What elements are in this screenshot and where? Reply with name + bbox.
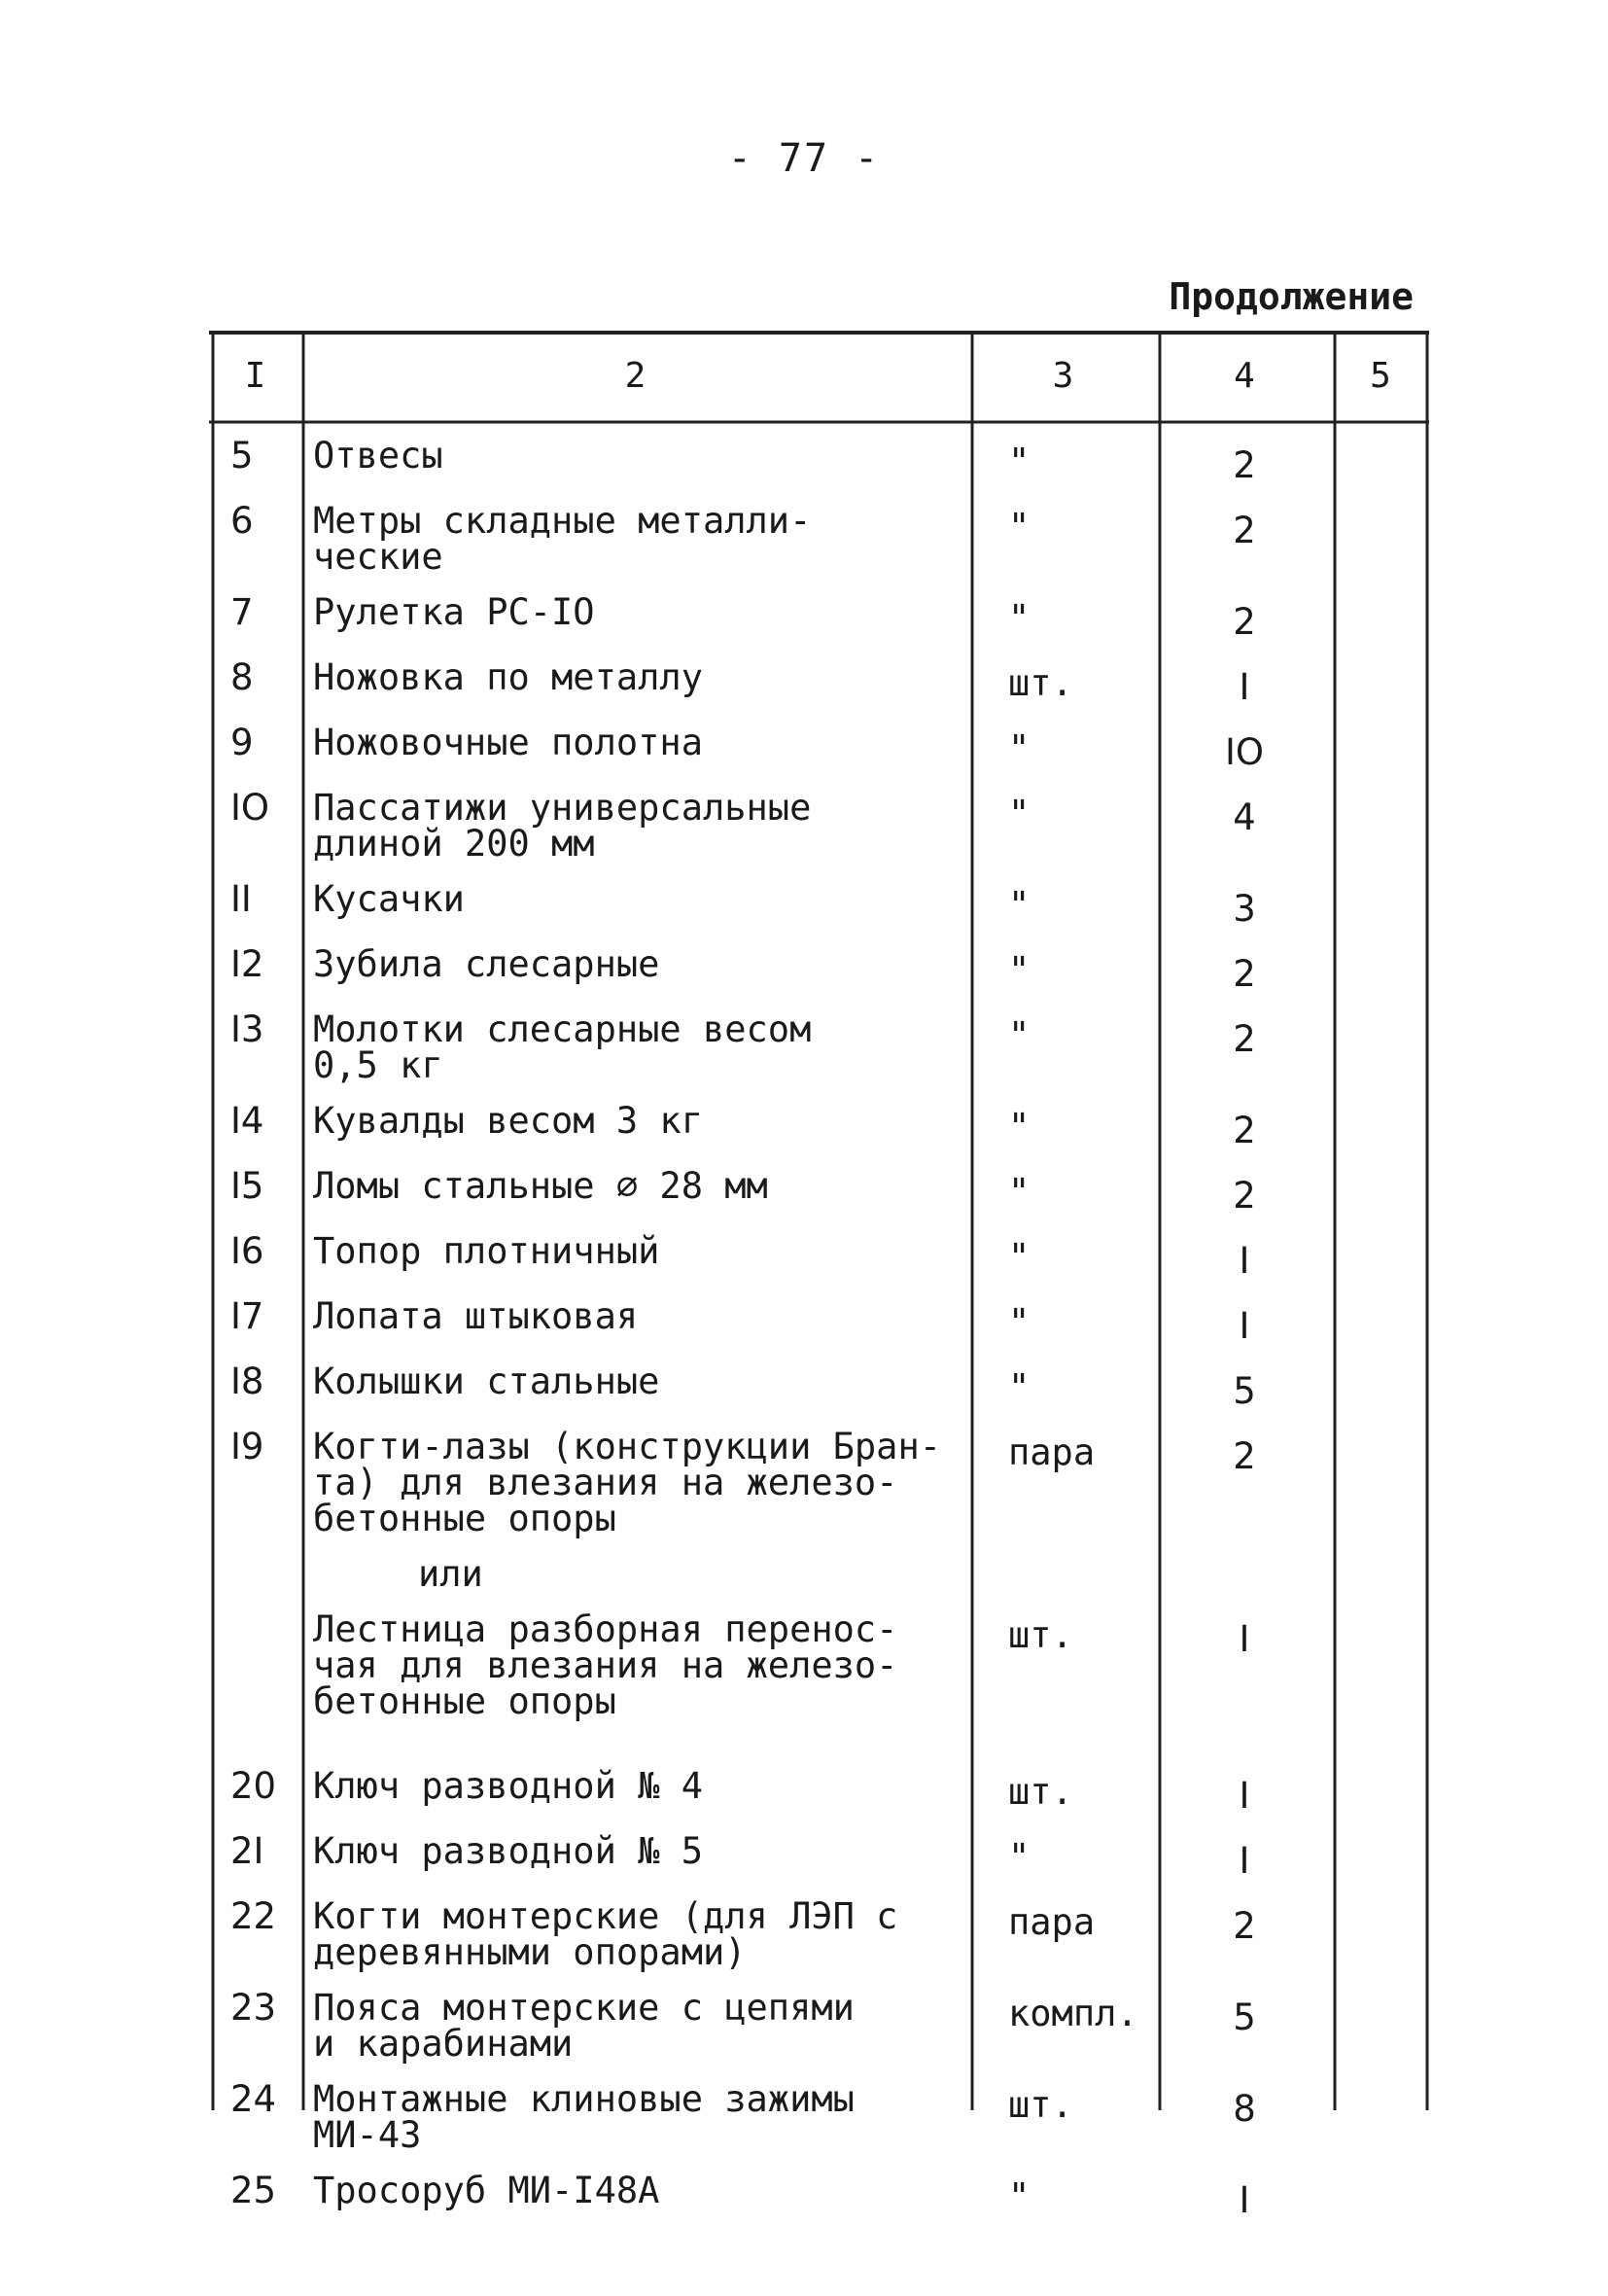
table-row xyxy=(209,1298,1429,1363)
item-note xyxy=(1332,1833,1429,1898)
item-quantity-text: 2 xyxy=(1233,1175,1256,1217)
item-number xyxy=(209,1611,301,1739)
empty-cell xyxy=(1157,1739,1332,1768)
item-name: Ножовочные полотна xyxy=(313,722,703,763)
empty-cell xyxy=(209,1739,301,1768)
item-quantity xyxy=(1157,1298,1332,1363)
item-quantity-text: 2 xyxy=(1233,953,1256,995)
item-note xyxy=(1332,659,1429,724)
item-note xyxy=(1332,1168,1429,1233)
table-row xyxy=(209,1898,1429,1990)
item-unit-text: " xyxy=(1008,1171,1031,1213)
item-quantity xyxy=(1157,1103,1332,1168)
table-body xyxy=(209,420,1429,2238)
table-row xyxy=(209,1611,1429,1739)
item-quantity xyxy=(1157,1898,1332,1990)
item-unit xyxy=(969,946,1157,1011)
item-number: 23 xyxy=(230,1987,277,2029)
header-col-2: 2 xyxy=(624,355,647,396)
item-quantity xyxy=(1157,724,1332,790)
item-unit xyxy=(969,659,1157,724)
item-note xyxy=(1332,1429,1429,1556)
item-name: Тросоруб МИ-I48А xyxy=(313,2170,660,2211)
item-unit-text: шт. xyxy=(1008,662,1073,704)
item-name: Отвесы xyxy=(313,435,443,477)
item-unit-text: " xyxy=(1008,441,1031,482)
item-note xyxy=(1332,724,1429,790)
table-row xyxy=(209,946,1429,1011)
item-unit-text: " xyxy=(1008,793,1031,834)
item-quantity-text: IO xyxy=(1224,731,1265,773)
item-note xyxy=(1332,1011,1429,1103)
item-note xyxy=(1332,1103,1429,1168)
item-note xyxy=(1332,2081,1429,2172)
item-name: Метры складные металли- ческие xyxy=(313,500,812,578)
header-col-4: 4 xyxy=(1234,355,1255,396)
item-name: Ключ разводной № 5 xyxy=(313,1830,703,1872)
item-unit-text: шт. xyxy=(1008,2084,1073,2126)
item-unit xyxy=(969,1168,1157,1233)
item-quantity xyxy=(1157,1168,1332,1233)
table-row xyxy=(209,659,1429,724)
item-name: Колышки стальные xyxy=(313,1360,660,1402)
item-unit xyxy=(969,1103,1157,1168)
item-unit xyxy=(969,1768,1157,1833)
item-unit-text: " xyxy=(1008,1014,1031,1056)
item-unit xyxy=(969,724,1157,790)
item-quantity-text: 5 xyxy=(1233,1996,1256,2038)
item-quantity xyxy=(1157,1233,1332,1298)
item-name: Лестница разборная перенос- чая для влезания на железо- бетонные опоры xyxy=(313,1608,898,1722)
table-row xyxy=(209,1103,1429,1168)
item-unit xyxy=(969,420,1157,503)
item-quantity-text: 2 xyxy=(1233,1435,1256,1477)
empty-cell xyxy=(1332,1739,1429,1768)
item-quantity-text: 5 xyxy=(1233,1370,1256,1412)
item-number: 25 xyxy=(230,2170,277,2211)
item-quantity-text: I xyxy=(1239,2179,1250,2221)
item-quantity xyxy=(1157,1611,1332,1739)
item-number: 8 xyxy=(230,656,254,698)
item-quantity-text: 3 xyxy=(1233,888,1256,930)
item-quantity xyxy=(1157,1833,1332,1898)
item-unit xyxy=(969,1298,1157,1363)
item-quantity xyxy=(1157,1768,1332,1833)
item-unit-text: " xyxy=(1008,597,1031,639)
item-quantity-text: I xyxy=(1239,666,1250,708)
item-quantity xyxy=(1157,790,1332,881)
table-row xyxy=(209,1833,1429,1898)
table-row xyxy=(209,1429,1429,1556)
table-row xyxy=(209,1168,1429,1233)
item-unit-text: " xyxy=(1008,1106,1031,1148)
item-name: Рулетка РС-IO xyxy=(313,591,595,633)
table-row xyxy=(209,2172,1429,2238)
item-unit xyxy=(969,594,1157,659)
header-col-3: 3 xyxy=(1052,355,1074,396)
item-note xyxy=(1332,1233,1429,1298)
item-quantity-text: I xyxy=(1239,1775,1250,1817)
equipment-table xyxy=(209,331,1429,2221)
item-quantity xyxy=(1157,1011,1332,1103)
table-row xyxy=(209,2081,1429,2172)
item-note xyxy=(1332,1298,1429,1363)
item-unit xyxy=(969,1429,1157,1556)
item-number: I4 xyxy=(230,1100,264,1142)
or-row xyxy=(209,1556,1429,1611)
item-quantity-text: 2 xyxy=(1233,510,1256,551)
item-number: I3 xyxy=(230,1008,264,1050)
table-row xyxy=(209,1768,1429,1833)
item-name: Ножовка по металлу xyxy=(313,656,703,698)
item-name: Молотки слесарные весом 0,5 кг xyxy=(313,1008,812,1086)
item-unit xyxy=(969,503,1157,594)
item-quantity-text: I xyxy=(1239,1305,1250,1347)
item-note xyxy=(1332,946,1429,1011)
item-unit xyxy=(969,2172,1157,2238)
item-note xyxy=(1332,2172,1429,2238)
table-row xyxy=(209,724,1429,790)
items-table xyxy=(209,331,1429,2238)
item-unit-text: " xyxy=(1008,1366,1031,1408)
item-note xyxy=(1332,420,1429,503)
item-name: Кусачки xyxy=(313,878,465,920)
item-quantity-text: I xyxy=(1239,1618,1250,1660)
item-name: Когти-лазы (конструкции Бран- та) для влезания на железо- бетонные опоры xyxy=(313,1426,942,1539)
item-note xyxy=(1332,1363,1429,1429)
item-note xyxy=(1332,1990,1429,2081)
item-quantity xyxy=(1157,1990,1332,2081)
item-note xyxy=(1332,1611,1429,1739)
item-unit-text: шт. xyxy=(1008,1614,1073,1656)
item-unit-text: " xyxy=(1008,1836,1031,1878)
table-row xyxy=(209,881,1429,946)
table-row xyxy=(209,1233,1429,1298)
item-quantity xyxy=(1157,420,1332,503)
table-row xyxy=(209,1363,1429,1429)
table-row xyxy=(209,1990,1429,2081)
item-unit-text: " xyxy=(1008,506,1031,548)
item-quantity-text: 8 xyxy=(1233,2088,1256,2130)
item-quantity-text: I xyxy=(1239,1840,1250,1882)
item-quantity xyxy=(1157,946,1332,1011)
table-row xyxy=(209,503,1429,594)
item-quantity xyxy=(1157,2172,1332,2238)
item-unit-text: пара xyxy=(1008,1901,1096,1943)
item-name: Ключ разводной № 4 xyxy=(313,1765,703,1807)
item-unit-text: " xyxy=(1008,884,1031,926)
continuation-label: Продолжение xyxy=(1169,275,1414,318)
item-name: Пояса монтерские с цепями и карабинами xyxy=(313,1987,855,2065)
item-unit-text: " xyxy=(1008,1301,1031,1343)
empty-cell xyxy=(1332,1556,1429,1611)
item-number: 2I xyxy=(230,1830,264,1872)
item-note xyxy=(1332,881,1429,946)
item-number: I5 xyxy=(230,1165,264,1207)
item-unit xyxy=(969,1363,1157,1429)
table-row xyxy=(209,790,1429,881)
item-number: I7 xyxy=(230,1295,264,1337)
item-number: 24 xyxy=(230,2078,277,2120)
item-name: Пассатижи универсальные длиной 200 мм xyxy=(313,787,812,865)
header-col-1: I xyxy=(244,355,266,396)
item-number: I9 xyxy=(230,1426,264,1467)
item-name: Кувалды весом 3 кг xyxy=(313,1100,703,1142)
item-quantity xyxy=(1157,881,1332,946)
item-unit xyxy=(969,1611,1157,1739)
item-quantity-text: 2 xyxy=(1233,444,1256,486)
spacer-row xyxy=(209,1739,1429,1768)
empty-cell xyxy=(301,1739,969,1768)
empty-cell xyxy=(969,1739,1157,1768)
item-quantity-text: 2 xyxy=(1233,1110,1256,1151)
item-quantity xyxy=(1157,1363,1332,1429)
page-number: - 77 - xyxy=(727,136,881,181)
item-number: I6 xyxy=(230,1230,264,1272)
item-quantity-text: 2 xyxy=(1233,1018,1256,1060)
item-unit xyxy=(969,881,1157,946)
item-quantity-text: I xyxy=(1239,1240,1250,1282)
item-number: 7 xyxy=(230,591,254,633)
empty-cell xyxy=(209,1556,301,1611)
item-name: Зубила слесарные xyxy=(313,943,660,985)
item-note xyxy=(1332,1898,1429,1990)
item-unit-text: шт. xyxy=(1008,1771,1073,1813)
item-unit xyxy=(969,1833,1157,1898)
item-name: Лопата штыковая xyxy=(313,1295,639,1337)
item-unit xyxy=(969,1011,1157,1103)
item-number: II xyxy=(230,878,252,920)
header-col-5: 5 xyxy=(1370,355,1391,396)
item-number: I2 xyxy=(230,943,264,985)
empty-cell xyxy=(1157,1556,1332,1611)
item-number: 9 xyxy=(230,722,254,763)
item-unit-text: " xyxy=(1008,949,1031,991)
item-note xyxy=(1332,1768,1429,1833)
item-unit-text: " xyxy=(1008,2175,1031,2217)
or-text: или xyxy=(418,1553,483,1595)
table-row xyxy=(209,1011,1429,1103)
item-unit xyxy=(969,1990,1157,2081)
item-unit xyxy=(969,2081,1157,2172)
item-unit-text: пара xyxy=(1008,1431,1096,1473)
item-name: Когти монтерские (для ЛЭП с деревянными опорами) xyxy=(313,1895,898,1973)
item-quantity xyxy=(1157,594,1332,659)
item-quantity xyxy=(1157,1429,1332,1556)
item-unit-text: " xyxy=(1008,727,1031,769)
item-number: 20 xyxy=(230,1765,277,1807)
item-unit xyxy=(969,1233,1157,1298)
item-number: 22 xyxy=(230,1895,277,1937)
item-quantity xyxy=(1157,2081,1332,2172)
item-unit xyxy=(969,790,1157,881)
item-number: 5 xyxy=(230,435,254,477)
empty-cell xyxy=(969,1556,1157,1611)
item-unit-text: компл. xyxy=(1008,1993,1138,2034)
table-row xyxy=(209,420,1429,503)
item-note xyxy=(1332,790,1429,881)
item-name: Ломы стальные ∅ 28 мм xyxy=(313,1165,768,1207)
item-number: IO xyxy=(230,787,270,829)
item-number: 6 xyxy=(230,500,254,542)
item-quantity-text: 2 xyxy=(1233,601,1256,643)
item-unit-text: " xyxy=(1008,1236,1031,1278)
item-name: Монтажные клиновые зажимы МИ-43 xyxy=(313,2078,855,2156)
item-name: Топор плотничный xyxy=(313,1230,660,1272)
item-quantity xyxy=(1157,659,1332,724)
header-row xyxy=(209,331,1429,420)
item-unit xyxy=(969,1898,1157,1990)
item-quantity-text: 4 xyxy=(1233,796,1256,838)
item-note xyxy=(1332,503,1429,594)
item-quantity-text: 2 xyxy=(1233,1905,1256,1947)
table-row xyxy=(209,594,1429,659)
item-note xyxy=(1332,594,1429,659)
item-quantity xyxy=(1157,503,1332,594)
item-number: I8 xyxy=(230,1360,264,1402)
